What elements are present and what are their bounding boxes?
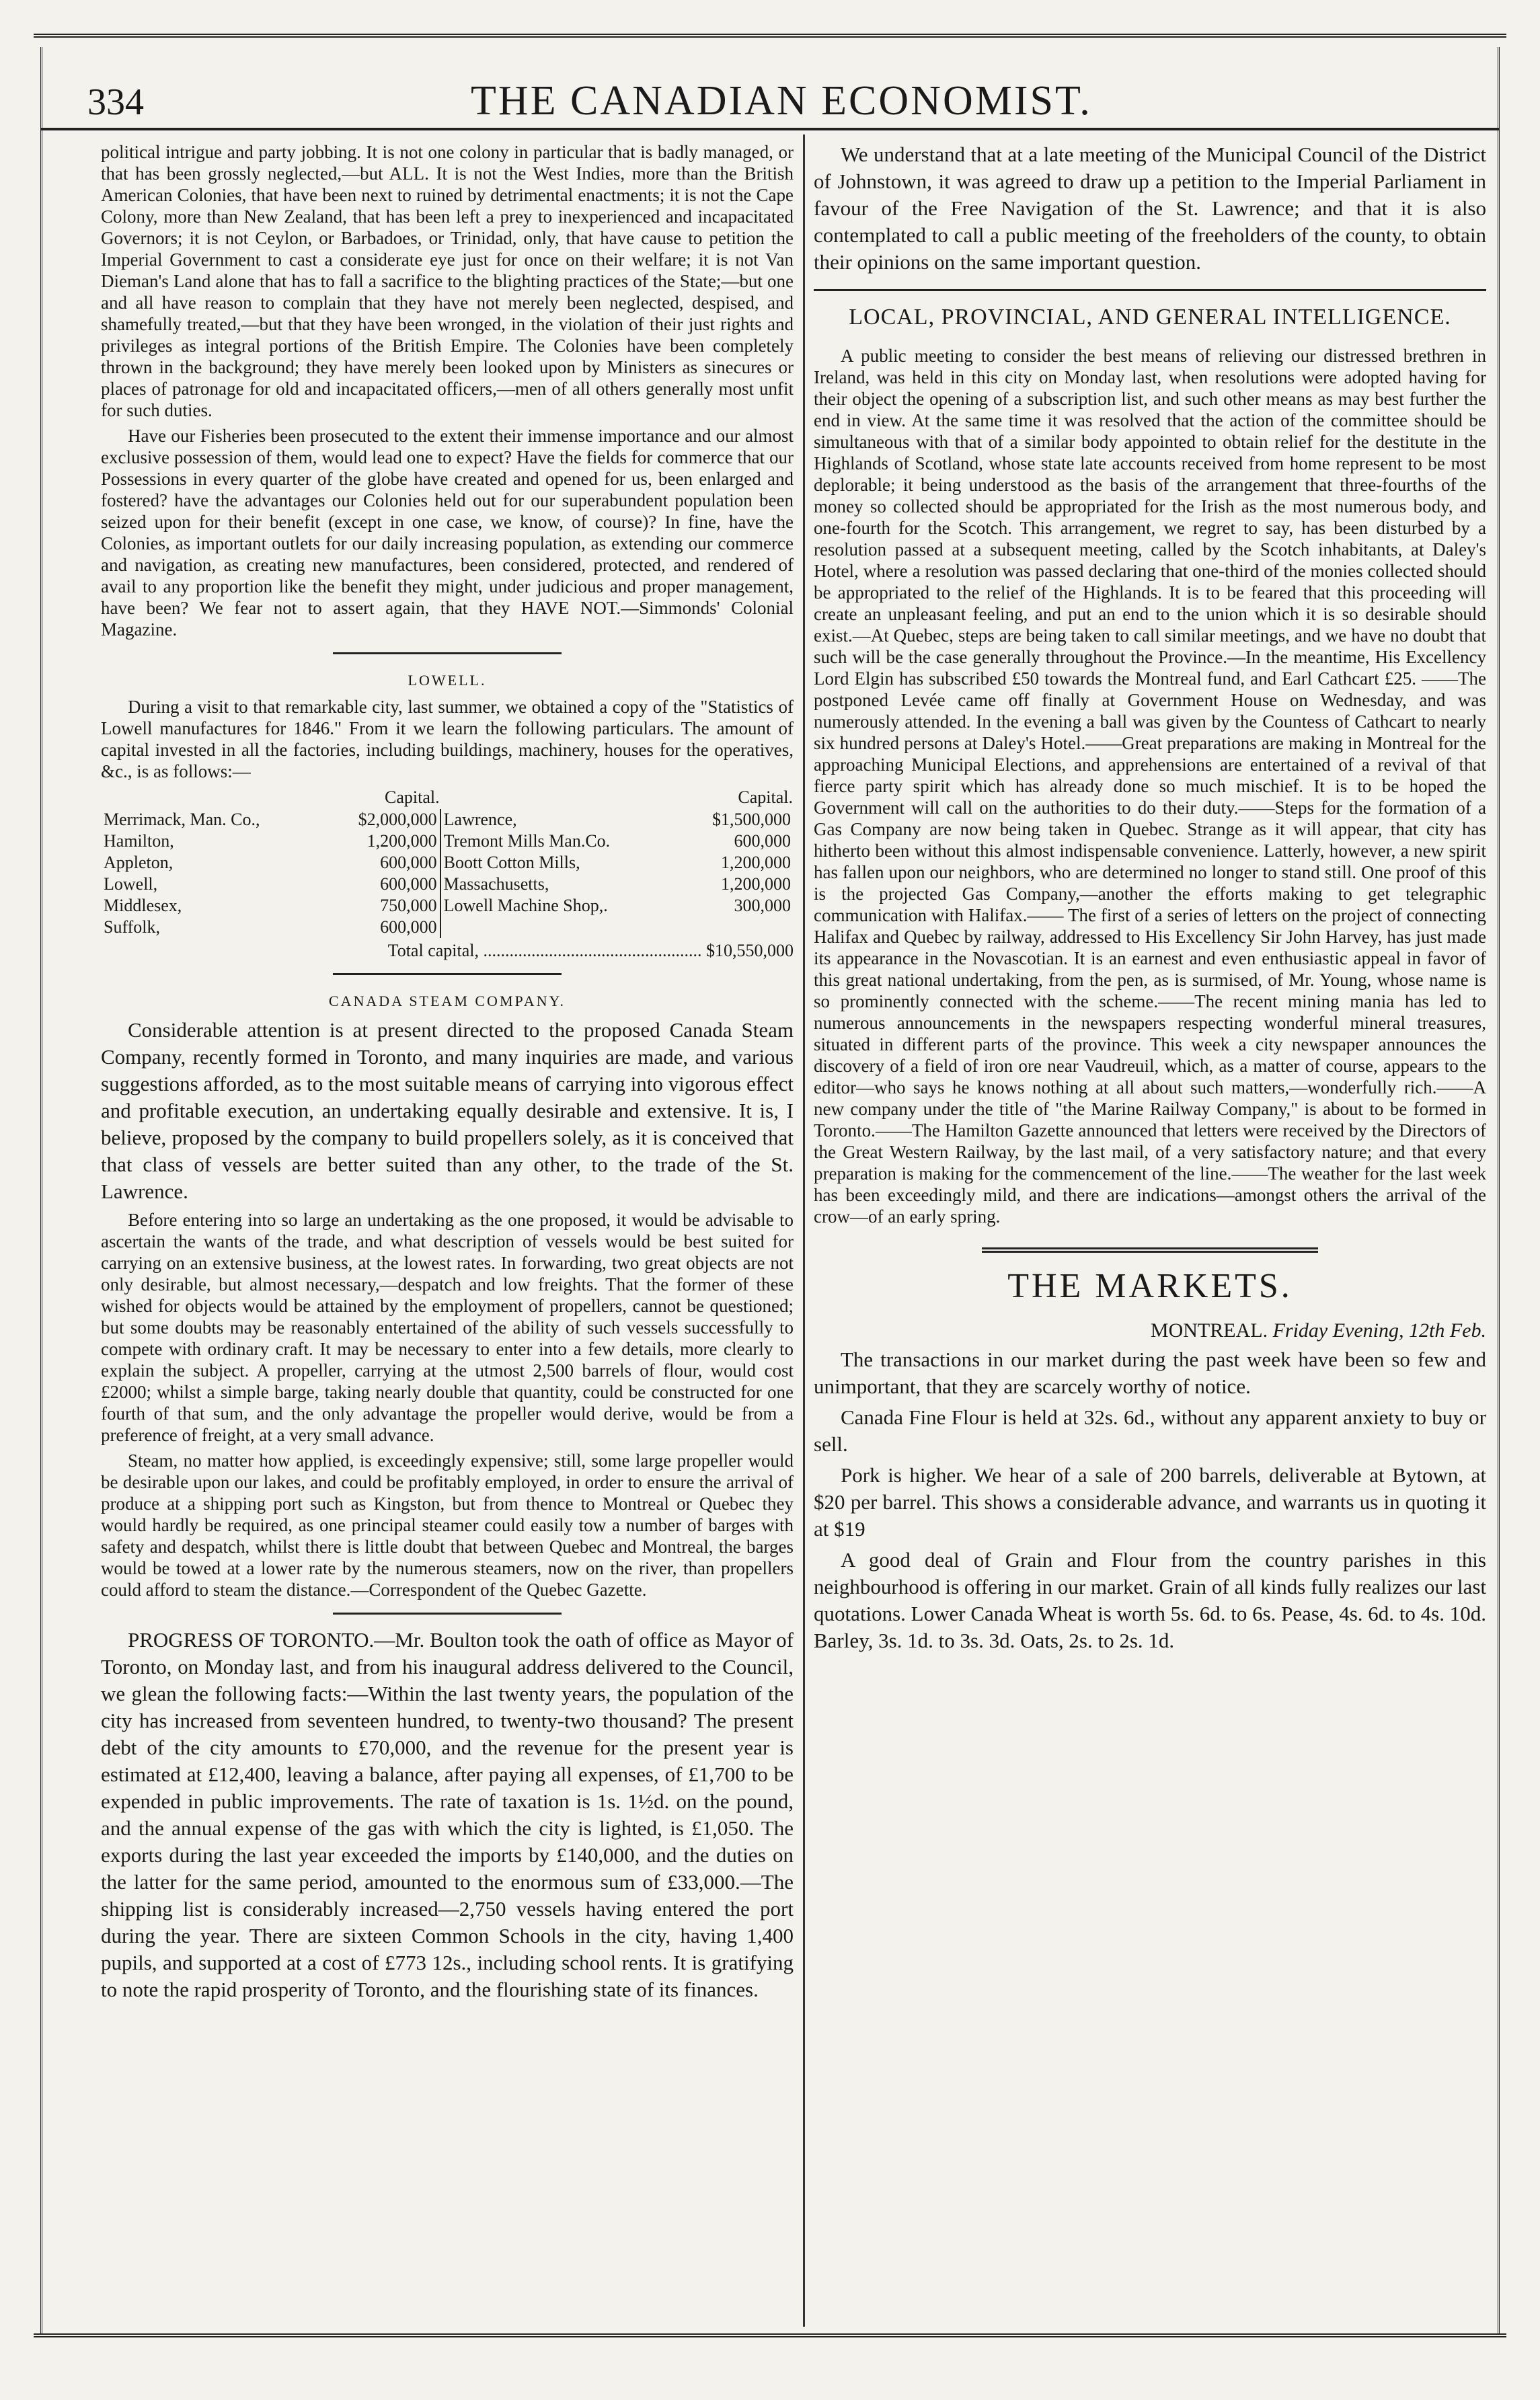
dateline-city: MONTREAL. bbox=[1150, 1319, 1268, 1342]
mill-capital: 1,200,000 bbox=[721, 874, 791, 894]
table-row bbox=[101, 895, 794, 917]
mill-capital: $2,000,000 bbox=[358, 810, 437, 829]
mill-name: Lowell, bbox=[104, 874, 158, 894]
mill-name: Merrimack, Man. Co., bbox=[104, 810, 260, 829]
mill-capital: 600,000 bbox=[380, 853, 437, 872]
mill-name: Hamilton, bbox=[104, 831, 174, 851]
mill-name: Appleton, bbox=[104, 853, 174, 872]
mill-capital: 1,200,000 bbox=[721, 853, 791, 872]
dateline-date: Friday Evening, 12th Feb. bbox=[1272, 1319, 1486, 1342]
mill-name: Middlesex, bbox=[104, 896, 182, 915]
total-capital-value: $10,550,000 bbox=[706, 941, 794, 960]
page-number: 334 bbox=[87, 81, 144, 123]
johnstown-paragraph: We understand that at a late meeting of the Municipal Council of the District of Johnstown, it was agreed to draw up a petition to the Imperial Parliament in favour of the Free Navigation of the St. Lawrence; and that it is also contemplated to call a public meeting of the freeholders of the county, to obtain their opinions on the same important question. bbox=[814, 143, 1486, 274]
section-rule bbox=[814, 289, 1486, 291]
markets-paragraph-1: The transactions in our market during the past week have been so few and unimportant, that they are scarcely worthy of notice. bbox=[814, 1348, 1486, 1398]
section-rule bbox=[333, 973, 562, 975]
markets-heading: THE MARKETS. bbox=[1007, 1267, 1293, 1305]
mill-name: Tremont Mills Man.Co. bbox=[440, 830, 678, 852]
mill-name: Boott Cotton Mills, bbox=[440, 852, 678, 874]
journal-title: THE CANADIAN ECONOMIST. bbox=[471, 78, 1092, 124]
mill-capital: 600,000 bbox=[734, 831, 791, 851]
total-capital: Total capital, .................................................. $10,550,000 bbox=[387, 941, 794, 960]
markets-paragraph-2: Canada Fine Flour is held at 32s. 6d., without any apparent anxiety to buy or sell. bbox=[814, 1405, 1486, 1456]
local-intelligence-heading: LOCAL, PROVINCIAL, AND GENERAL INTELLIGENCE. bbox=[849, 305, 1451, 330]
section-rule bbox=[333, 652, 562, 654]
mill-capital: 600,000 bbox=[380, 917, 437, 937]
fisheries-paragraph: Have our Fisheries been prosecuted to the extent their immense importance and our almost exclusive possession of them, would lead one to expect? Have the fields for commerce that our Possessions in every quarter of the globe have created and opened for us, been enlarged and fostered? have the advantages our Colonies held out for our superabundent population been seized upon for their benefit (except in one case, we know, of course)? In fine, have the Colonies, as important outlets for our daily increasing population, as extending our commerce and navigation, as creating new manufactures, been considered, protected, and rendered of avail to any proportion like the benefit they might, under judicious and proper management, have been? We fear not to assert again, that they HAVE NOT.—Simmonds' Colonial Magazine. bbox=[101, 426, 794, 640]
steam-paragraph-3: Steam, no matter how applied, is exceedingly expensive; still, some large propeller would be desirable upon our lakes, and could be profitably employed, in order to ensure the arrival of produce at a shipping port such as Kingston, but from thence to Montreal or Quebec they would hardly be required, as one principal steamer could easily tow a number of barges with safety and despatch, whilst there is little doubt that between Quebec and Montreal, the barges would be towed at a lower rate by the numerous steamers, now on the river, than propellers could afford to steam the distance.—Correspondent of the Quebec Gazette. bbox=[101, 1450, 794, 1600]
table-row bbox=[101, 809, 794, 830]
capital-header-a: Capital. bbox=[385, 787, 440, 807]
total-capital-label: Total capital, bbox=[387, 941, 479, 960]
markets-paragraph-4: A good deal of Grain and Flour from the country parishes in this neighbourhood is offering in our market. Grain of all kinds fully realizes our last quotations. Lower Canada Wheat is worth 5s. 6d. to 6s. Pease, 4s. 6d. to 4s. 10d. Barley, 3s. 1d. to 3s. 3d. Oats, 2s. to 2s. 1d. bbox=[814, 1548, 1486, 1652]
capital-header-b: Capital. bbox=[738, 787, 793, 807]
table-row bbox=[101, 874, 794, 895]
section-rule bbox=[333, 1613, 562, 1615]
top-rule bbox=[34, 34, 1506, 38]
mill-name: Massachusetts, bbox=[440, 874, 678, 895]
steam-company-heading: CANADA STEAM COMPANY. bbox=[328, 993, 566, 1009]
colonial-intro-paragraph: political intrigue and party jobbing. It is not one colony in particular that is badly managed, or that has been grossly neglected,—but ALL. It is not the West Indies, more than the British American Colonies, that have been next to ruined by detrimental enactments; it is not the Cape Colony, more than New Zealand, that has been left a prey to inexperienced and incapacitated Governors; it is not Ceylon, or Barbadoes, or Trinidad, only, that have cause to petition the Imperial Government to cast a considerate eye just for once on their welfare; it is not Van Dieman's Land alone that has to fall a sacrifice to the blighting practices of the State;—but one and all have reason to complain that they have not merely been neglected, despised, and shamefully treated,—but that they have been wronged, in the violation of their just rights and privileges as integral portions of the British Empire. The Colonies have been completely thrown in the background; they have merely been looked upon by Ministers as sinecures or places of patronage for old and incapacitated officers,—men of all others generally most unfit for such duties. bbox=[101, 142, 794, 420]
mill-capital bbox=[678, 917, 794, 938]
mill-capital: 300,000 bbox=[734, 896, 791, 915]
lowell-heading: LOWELL. bbox=[408, 672, 487, 689]
table-row bbox=[101, 830, 794, 852]
right-column bbox=[814, 141, 1486, 2320]
left-column bbox=[101, 141, 794, 2320]
header-rule bbox=[40, 128, 1500, 130]
mill-name bbox=[440, 917, 678, 938]
capital-header-row bbox=[101, 786, 794, 809]
mill-capital: $1,500,000 bbox=[712, 810, 791, 829]
capital-table bbox=[101, 786, 794, 938]
markets-dateline bbox=[814, 1319, 1486, 1342]
mill-name: Lawrence, bbox=[440, 809, 678, 830]
mill-capital: 1,200,000 bbox=[367, 831, 437, 851]
steam-paragraph-2: Before entering into so large an undertaking as the one proposed, it would be advisable to ascertain the wants of the trade, and what description of vessels would be best suited for carrying on an extensive business, at the lowest rates. In forwarding, two great objects are not only desirable, but almost necessary,—despatch and low freights. That the former of these wished for objects would be attained by the employment of propellers, cannot be questioned; but some doubts may be reasonably entertained of the ability of such vessels successfully to compete with ordinary craft. It may be necessary to enter into a few details, more clearly to explain the subject. A propeller, carrying at the utmost 2,500 barrels of flour, would cost £2000; whilst a simple barge, taking nearly double that quantity, could be constructed for one fourth of that sum, and the only advantage the propeller would derive, would be from a preference of freight, at a very small advance. bbox=[101, 1210, 794, 1445]
markets-rule bbox=[982, 1247, 1318, 1253]
bottom-rule bbox=[34, 2333, 1506, 2337]
mill-name: Lowell Machine Shop,. bbox=[440, 895, 678, 917]
mill-capital: 600,000 bbox=[380, 874, 437, 894]
steam-paragraph-1: Considerable attention is at present directed to the proposed Canada Steam Company, recently formed in Toronto, and many inquiries are made, and various suggestions afforded, as to the most suitable means of carrying into vigorous effect and profitable execution, an undertaking equally desirable and extensive. It is, I believe, proposed by the company to build propellers solely, as it is conceived that that class of vessels are better suited than any other, to the trade of the St. Lawrence. bbox=[101, 1018, 794, 1203]
column-divider bbox=[803, 134, 805, 2327]
local-intelligence-paragraph: A public meeting to consider the best means of relieving our distressed brethren in Ireland, was held in this city on Monday last, when resolutions were adopted having for their object the opening of a subscription list, and such other means as may best further the end in view. At the same time it was resolved that the action of the committee should be simultaneous with that of a similar body appointed to obtain relief for the destitute in the Highlands of Scotland, whose state late accounts received from home represent to be most deplorable; it being understood as the basis of the arrangement that three-fourths of the money so collected should be appropriated for the Irish as the most numerous body, and one-fourth for the Scotch. This arrangement, we regret to say, has been disturbed by a resolution passed at a subsequent meeting, called by the Scotch inhabitants, at Daley's Hotel, where a resolution was passed declaring that one-third of the monies collected should be appropriated to the relief of the Highlands. It is to be feared that this proceeding will create an unpleasant feeling, and put an end to the union which it is so desirable should exist.—At Quebec, steps are being taken to call similar meetings, and we have no doubt that such will be the case generally throughout the Province.—In the meantime, His Excellency Lord Elgin has subscribed £50 towards the Montreal fund, and Earl Cathcart £25. ——The postponed Levée came off finally at Government House on Wednesday, and was numerously attended. In the evening a ball was given by the Countess of Cathcart to nearly six hundred persons at Daley's Hotel.——Great preparations are making in Montreal for the approaching Municipal Elections, and apprehensions are entertained of a revival of that fierce party spirit which has already done so much mischief. It is to be hoped the Government will call on the authorities to do their duty.——Steps for the formation of a Gas Company are now being taken in Quebec. Strange as it will appear, that city has hitherto been without this almost indispensable convenience. Latterly, however, a new spirit has fallen upon our neighbors, who are determined no longer to stand still. One proof of this is the projected Gas Company,—another the efforts making to get telegraphic communication with Halifax.—— The first of a series of letters on the project of connecting Halifax and Quebec by railway, addressed to His Excellency Sir John Harvey, has just made its appearance in the Novascotian. It is an earnest and even enthusiastic appeal in favor of this great national undertaking, from the pen, as is surmised, of Mr. Young, whose name is so prominently connected with the scheme.——The recent mining mania has led to numerous announcements in the newspapers respecting wonderful mineral treasures, situated in different parts of the province. This week a city newspaper announces the discovery of a field of iron ore near Vaudreuil, which, as a matter of course, appears to the editor—who says he knows nothing at all about such matters,—wonderfully rich.——A new company under the title of "the Marine Railway Company," is about to be formed in Toronto.——The Hamilton Gazette announced that letters were received by the Directors of the Great Western Railway, by the last mail, of a very satisfactory nature; and that every preparation is making for the commencement of the line.——The weather for the last week has been exceedingly mild, and there are indications—amongst others the arrival of the crow—of an early spring. bbox=[814, 346, 1486, 1227]
mill-name: Suffolk, bbox=[104, 917, 161, 937]
markets-paragraph-3: Pork is higher. We hear of a sale of 200 barrels, deliverable at Bytown, at $20 per barrel. This shows a considerable advance, and warrants us in quoting it at $19 bbox=[814, 1463, 1486, 1541]
table-row bbox=[101, 852, 794, 874]
mill-capital: 750,000 bbox=[380, 896, 437, 915]
toronto-paragraph: PROGRESS OF TORONTO.—Mr. Boulton took the oath of office as Mayor of Toronto, on Monday last, and from his inaugural address delivered to the Council, we glean the following facts:—Within the last twenty years, the population of the city has increased from seventeen hundred, to twenty-two thousand? The present debt of the city amounts to £70,000, and the revenue for the present year is estimated at £12,400, leaving a balance, after paying all expenses, of £1,700 to be expended in public improvements. The rate of taxation is 1s. 1½d. on the pound, and the annual expense of the gas with which the city is lighted, is £1,050. The exports during the last year exceeded the imports by £140,000, and the duties on the latter for the same period, amounted to the enormous sum of £33,000.—The shipping list is considerably increased—2,750 vessels having entered the port during the year. There are sixteen Common Schools in the city, having 1,400 pupils, and supported at a cost of £773 12s., including school rents. It is gratifying to note the rapid prosperity of Toronto, and the flourishing state of its finances. bbox=[101, 1628, 794, 2001]
lowell-paragraph: During a visit to that remarkable city, last summer, we obtained a copy of the "Statistics of Lowell manufactures for 1846." From it we learn the following particulars. The amount of capital invested in all the factories, including buildings, machinery, houses for the operatives, &c., is as follows:— bbox=[101, 697, 794, 781]
table-row bbox=[101, 917, 794, 938]
